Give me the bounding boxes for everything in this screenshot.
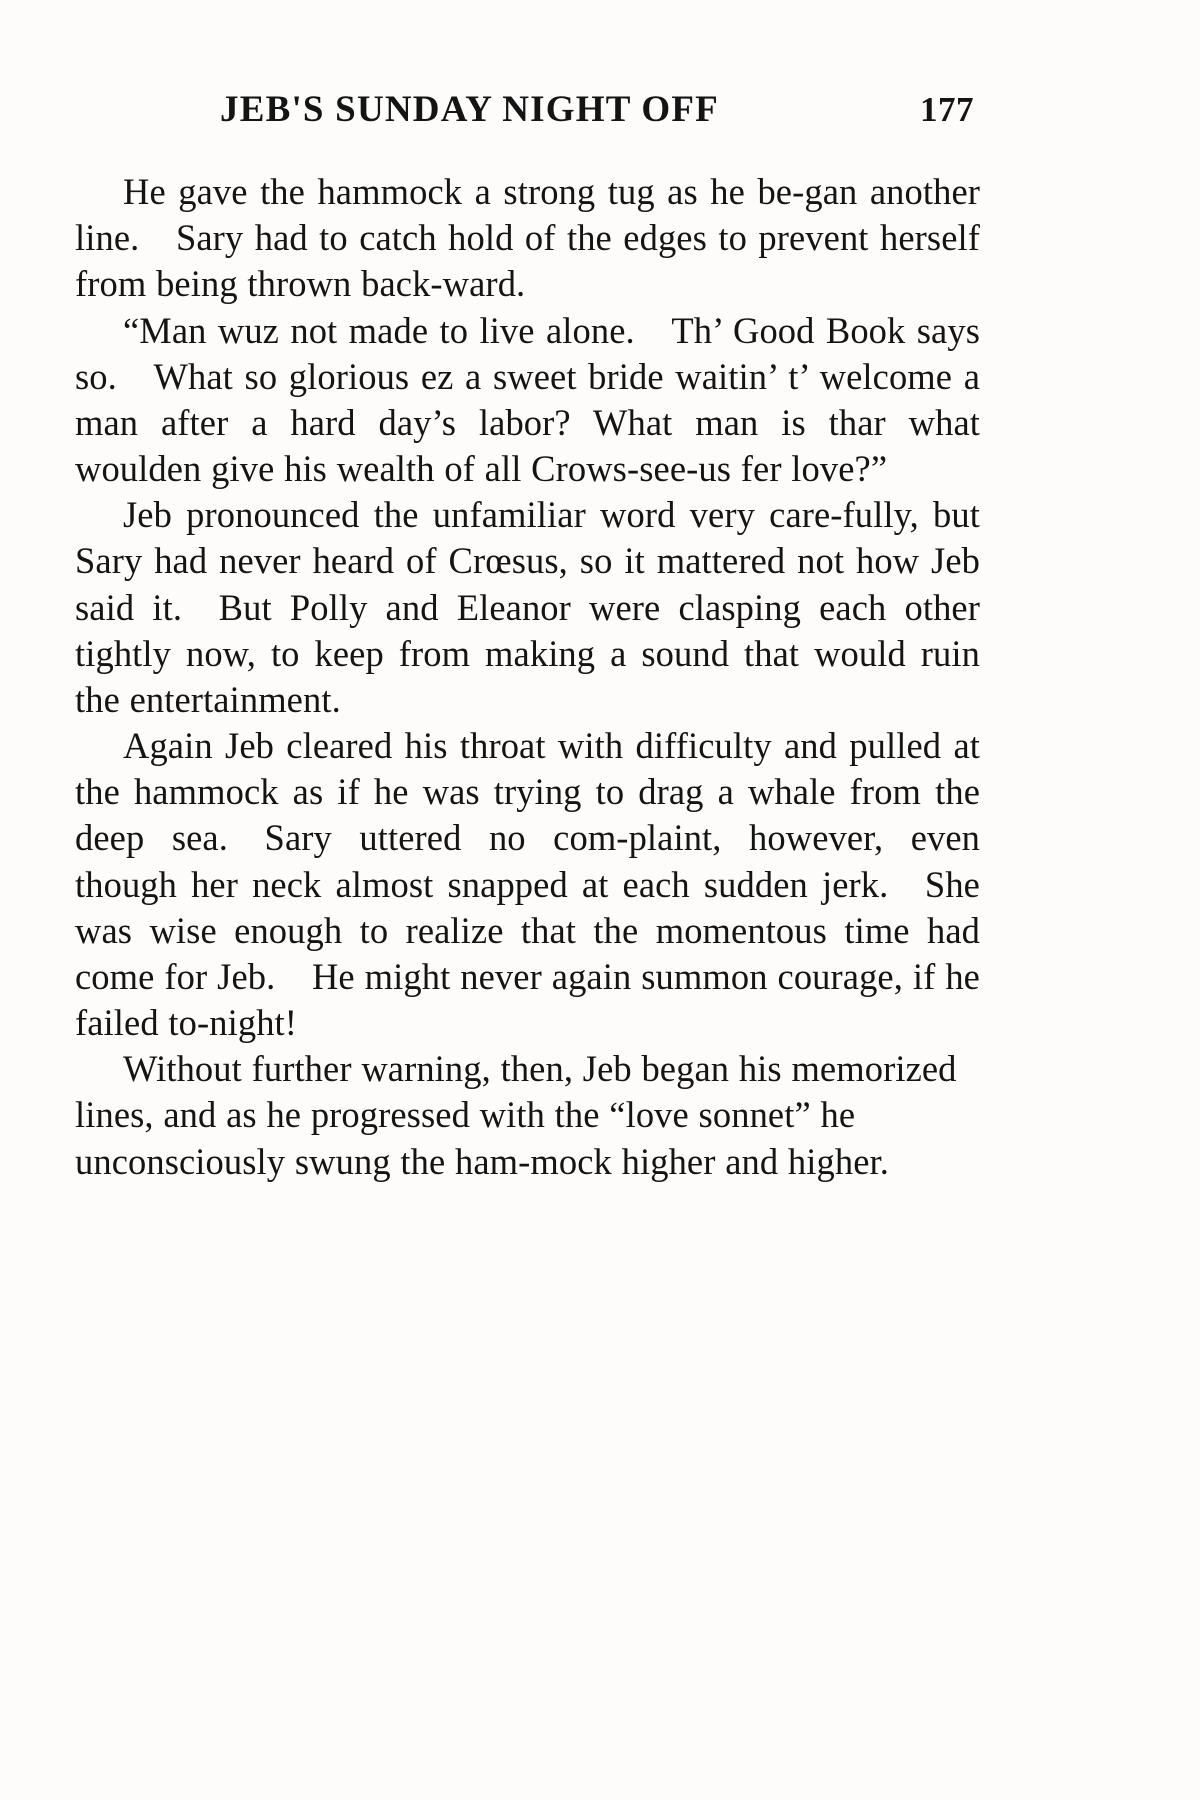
page-title: JEB'S SUNDAY NIGHT OFF: [220, 89, 719, 130]
running-head: [75, 88, 980, 131]
page-number: 177: [920, 90, 974, 129]
paragraph: Again Jeb cleared his throat with difficulty and pulled at the hammock as if he was trying to drag a whale from the deep sea. Sary uttered no com-plaint, however, even though her neck almost snapped at each sudden jerk. She was wise enough to realize that the momentous time had come for Jeb. He might never again summon courage, if he failed to-night!: [75, 725, 980, 1044]
paragraph: Without further warning, then, Jeb began his memorized lines, and as he progressed with the “love sonnet” he unconsciously swung the ham-mock higher and higher.: [75, 1048, 957, 1182]
paragraph: “Man wuz not made to live alone. Th’ Good Book says so. What so glorious ez a sweet bride waitin’ t’ welcome a man after a hard day’s labor? What man is thar what woulden give his wealth of all Crows-see-us fer love?”: [75, 309, 980, 490]
paragraph: He gave the hammock a strong tug as he be-gan another line. Sary had to catch hold of the edges to prevent herself from being thrown back-ward.: [75, 171, 980, 305]
body-text: [75, 169, 980, 1185]
page-content: [75, 88, 980, 1185]
paragraph: Jeb pronounced the unfamiliar word very care-fully, but Sary had never heard of Crœsus, so it mattered not how Jeb said it. But Polly and Eleanor were clasping each other tightly now, to keep from making a sound that would ruin the entertainment.: [75, 494, 980, 720]
